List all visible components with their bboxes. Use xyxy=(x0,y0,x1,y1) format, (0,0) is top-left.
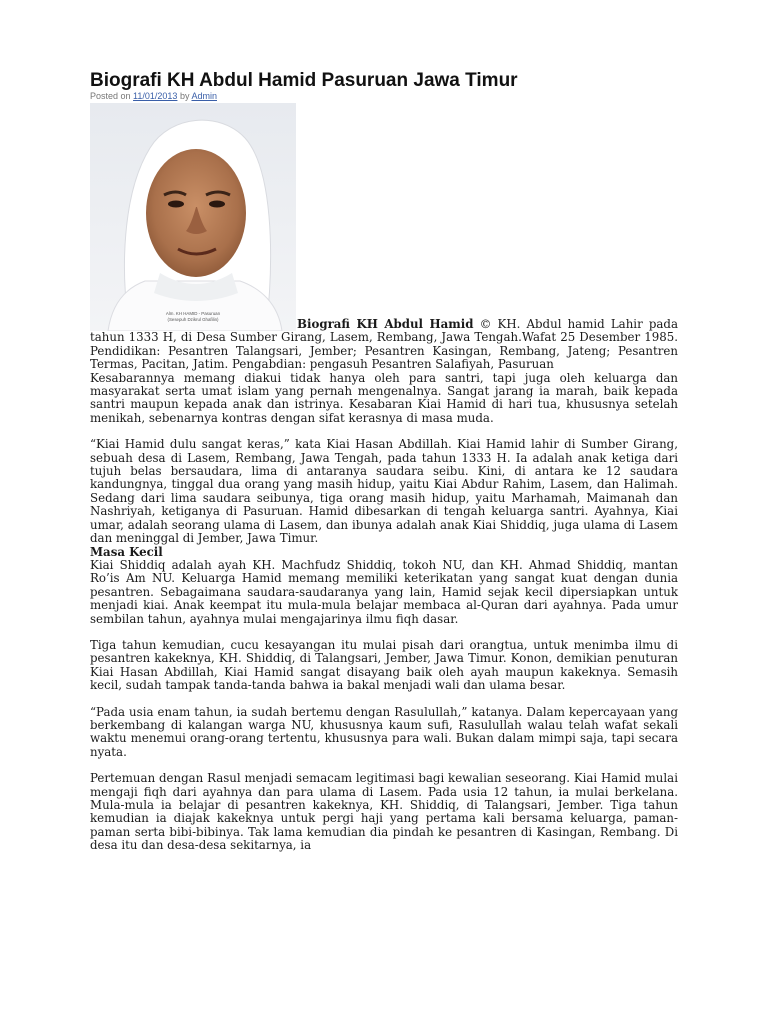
paragraph-6: “Pada usia enam tahun, ia sudah bertemu dengan Rasulullah,” katanya. Dalam kepercayaan yang berkembang di kalangan warga NU, khususnya kaum sufi, Rasulullah walau telah wafat sekali waktu menemui orang-orang tertentu, khususnya para wali. Bukan dalam mimpi saja, tapi secara nyata. xyxy=(90,704,678,759)
paragraph-3: “Kiai Hamid dulu sangat keras,” kata Kiai Hasan Abdillah. Kiai Hamid lahir di Sumber Girang, sebuah desa di Lasem, Rembang, Jawa Tengah, pada tahun 1333 H. Ia adalah anak ketiga dari tujuh belas bersaudara, lima di antaranya saudara seibu. Kini, di antara ke 12 saudara kandungnya, tinggal dua orang yang masih hidup, yaitu Kiai Abdur Rahim, Lasem, dan Halimah. Sedang dari lima saudara seibunya, tiga orang masih hidup, yaitu Marhamah, Maimanah dan Nashriyah, ketiganya di Pasuruan. Hamid dibesarkan di tengah keluarga santri. Ayahnya, Kiai umar, adalah seorang ulama di Lasem, dan ibunya adalah anak Kiai Shiddiq, juga ulama di Lasem dan meninggal di Jember, Jawa Timur. xyxy=(90,437,678,546)
section-heading-masa-kecil: Masa Kecil xyxy=(90,544,163,559)
paragraph-7: Pertemuan dengan Rasul menjadi semacam legitimasi bagi kewalian seseorang. Kiai Hamid mulai mengaji fiqh dari ayahnya dan para ulama di Lasem. Pada usia 12 tahun, ia mulai berkelana. Mula-mula ia belajar di pesantren kakeknya, KH. Shiddiq, di Talangsari, Jember. Tiga tahun kemudian ia diajak kakeknya untuk pergi haji yang pertama kali bersama keluarga, paman-paman serta bibi-bibinya. Tak lama kemudian dia pindah ke pesantren di Kasingan, Rembang. Di desa itu dan desa-desa sekitarnya, ia xyxy=(90,771,678,853)
post-date-link[interactable]: 11/01/2013 xyxy=(133,91,178,101)
paragraph-2: Kesabarannya memang diakui tidak hanya oleh para santri, tapi juga oleh keluarga dan masyarakat serta umat islam yang pernah mengenalnya. Sangat jarang ia marah, baik kepada santri maupun kepada anak dan istrinya. Kesabaran Kiai Hamid di hari tua, khususnya setelah menikah, sebenarnya kontras dengan sifat kerasnya di masa muda. xyxy=(90,370,678,425)
post-meta xyxy=(90,91,217,101)
paragraph-4: Kiai Shiddiq adalah ayah KH. Machfudz Shiddiq, tokoh NU, dan KH. Ahmad Shiddiq, mantan Ro’is Am NU. Keluarga Hamid memang memiliki keterikatan yang sangat kuat dengan dunia pesantren. Sebagaimana saudara-saudaranya yang lain, Hamid sejak kecil dipersiapkan untuk menjadi kiai. Anak keempat itu mula-mula belajar membaca al-Quran dari ayahnya. Pada umur sembilan tahun, ayahnya mulai mengajarinya ilmu fiqh dasar. xyxy=(90,557,678,626)
posted-on-label: Posted on xyxy=(90,91,131,101)
photo-caption-1: Alm. KH HAMID - Pasuruan xyxy=(165,311,221,316)
by-label: by xyxy=(179,91,190,101)
photo-caption-2: (Sesepuh Dzikrul Ghafilin) xyxy=(167,317,219,322)
article-body xyxy=(90,318,678,853)
article-title: Biografi KH Abdul Hamid Pasuruan Jawa Timur xyxy=(90,70,518,91)
lead-heading: Biografi KH Abdul Hamid xyxy=(297,317,474,331)
paragraph-5: Tiga tahun kemudian, cucu kesayangan itu mulai pisah dari orangtua, untuk menimba ilmu di pesantren kakeknya, KH. Shiddiq, di Talangsari, Jember, Jawa Timur. Konon, demikian penuturan Kiai Hasan Abdillah, Kiai Hamid sangat disayang baik oleh ayah maupun kakeknya. Semasih kecil, sudah tampak tanda-tanda bahwa ia bakal menjadi wali dan ulama besar. xyxy=(90,637,678,693)
lead-paragraph xyxy=(90,318,678,372)
lead-text: © KH. Abdul hamid Lahir pada tahun 1333 H, di Desa Sumber Girang, Lasem, Rembang, Jawa Tengah.Wafat 25 Desember 1985. Pendidikan: Pesantren Talangsari, Jember; Pesantren Kasingan, Rembang, Jateng; Pesantren Termas, Pacitan, Jatim. Pengabdian: pengasuh Pesantren Salafiyah, Pasuruan xyxy=(90,317,678,372)
author-link[interactable]: Admin xyxy=(191,91,217,101)
portrait-image xyxy=(90,103,296,331)
portrait-photo xyxy=(90,103,296,331)
